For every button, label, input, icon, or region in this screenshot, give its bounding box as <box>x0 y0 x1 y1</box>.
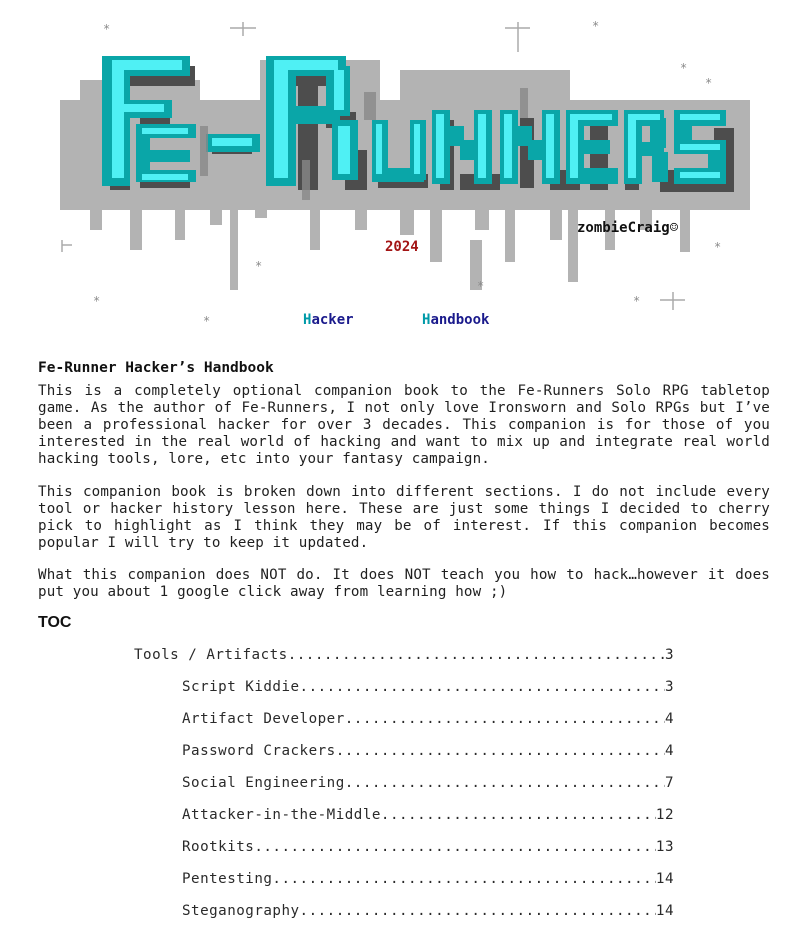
subtitle-handbook-rest: andbook <box>430 312 490 328</box>
toc-entry-title: Tools / Artifacts <box>134 647 288 663</box>
author-name: zombieCraig <box>577 220 670 236</box>
toc-entry-title: Social Engineering <box>182 775 345 791</box>
author-tag <box>577 220 678 236</box>
toc-entry-page: 3 <box>664 647 674 663</box>
toc-entry-pentesting[interactable] <box>182 871 674 891</box>
svg-text:*: * <box>592 19 600 33</box>
toc-entry-title: Attacker-in-the-Middle <box>182 807 381 823</box>
toc-entry-page: 7 <box>664 775 674 791</box>
year-label: 2024 <box>385 239 419 255</box>
toc-leader <box>288 647 665 663</box>
fe-runners-logo <box>0 0 797 345</box>
toc-entry-title: Script Kiddie <box>182 679 300 695</box>
subtitle-hacker <box>303 312 354 328</box>
svg-text:*: * <box>103 22 111 36</box>
toc-leader <box>254 839 656 855</box>
toc-entry-page: 13 <box>655 839 674 855</box>
toc-heading: TOC <box>38 614 72 631</box>
toc-entry-page: 4 <box>664 743 674 759</box>
toc-entry-title: Pentesting <box>182 871 273 887</box>
toc-entry-password-crackers[interactable] <box>182 743 674 763</box>
toc-entry-title: Steganography <box>182 903 300 919</box>
toc-entry-steganography[interactable] <box>182 903 674 923</box>
subtitle-handbook-initial: H <box>422 312 431 328</box>
toc-entry-rootkits[interactable] <box>182 839 674 859</box>
svg-text:*: * <box>477 279 485 293</box>
toc-entry-title: Artifact Developer <box>182 711 345 727</box>
svg-text:*: * <box>93 294 101 308</box>
toc-entry-page: 14 <box>655 871 674 887</box>
toc-entry-attacker-in-the-middle[interactable] <box>182 807 674 827</box>
subtitle-hacker-rest: acker <box>311 312 354 328</box>
toc-entry-social-engineering[interactable] <box>182 775 674 795</box>
disclaimer-paragraph: What this companion does NOT do. It does NOT teach you how to hack…however it does put you about 1 google click away from learning how ;) <box>38 567 770 600</box>
sections-paragraph: This companion book is broken down into different sections. I do not include every tool or hacker history lesson here. These are just some things I decided to cherry pick to highlight as I think they may be of interest. If this companion becomes popular I will try to keep it updated. <box>38 484 770 551</box>
toc-entry-page: 3 <box>664 679 674 695</box>
toc-leader <box>300 679 665 695</box>
subtitle-handbook <box>422 312 489 328</box>
smiley-icon: ☺ <box>669 220 679 236</box>
toc-leader <box>336 743 665 759</box>
svg-text:*: * <box>255 259 263 273</box>
svg-text:*: * <box>714 240 722 254</box>
banner <box>0 0 797 345</box>
subtitle-hacker-initial: H <box>303 312 312 328</box>
toc-entry-tools-artifacts[interactable] <box>134 647 674 667</box>
svg-text:*: * <box>633 294 641 308</box>
toc-entry-title: Password Crackers <box>182 743 336 759</box>
toc-entry-page: 4 <box>664 711 674 727</box>
toc-leader <box>345 711 665 727</box>
toc-entry-artifact-developer[interactable] <box>182 711 674 731</box>
toc-leader <box>272 871 655 887</box>
toc-entry-script-kiddie[interactable] <box>182 679 674 699</box>
document-heading: Fe-Runner Hacker’s Handbook <box>38 360 274 376</box>
toc-leader <box>381 807 656 823</box>
toc-entry-page: 12 <box>655 807 674 823</box>
toc-leader <box>345 775 665 791</box>
svg-text:*: * <box>203 314 211 328</box>
svg-text:*: * <box>705 76 713 90</box>
toc-entry-title: Rootkits <box>182 839 255 855</box>
svg-text:*: * <box>680 61 688 75</box>
toc-entry-page: 14 <box>655 903 674 919</box>
intro-paragraph: This is a completely optional companion book to the Fe-Runners Solo RPG tabletop game. As the author of Fe-Runners, I not only love Ironsworn and Solo RPGs but I’ve been a professional hacker for over 3 decades. This companion is for those of you interested in the real world of hacking and want to mix up and integrate real world hacking tools, lore, etc into your fantasy campaign. <box>38 383 770 467</box>
toc-leader <box>300 903 656 919</box>
